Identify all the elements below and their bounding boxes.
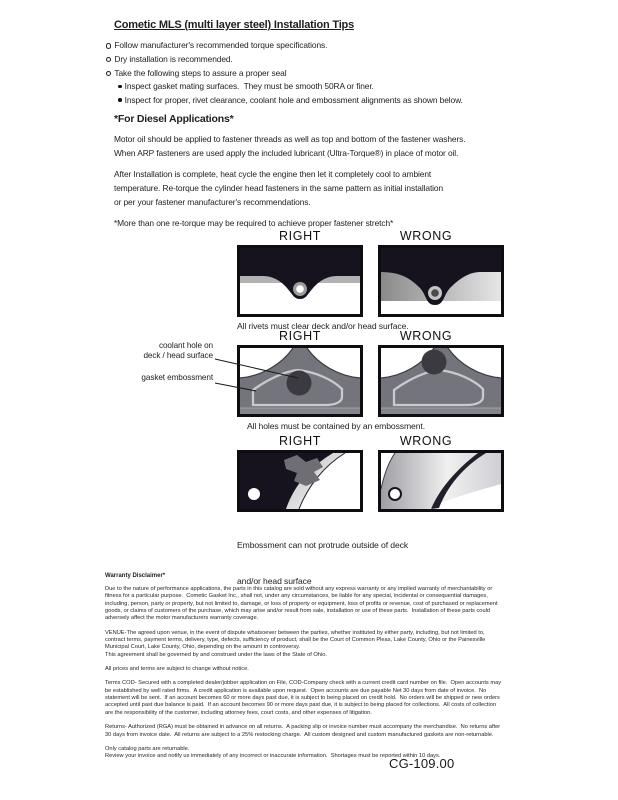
list-item — [106, 80, 463, 94]
rivet-wrong-image — [378, 245, 504, 317]
right-label: RIGHT — [279, 229, 321, 243]
list-item — [106, 67, 463, 81]
installation-tips-list — [106, 39, 463, 108]
paragraph — [114, 132, 465, 160]
diagram-images — [237, 329, 504, 417]
embossment-wrong-drawing — [381, 348, 501, 414]
legal-heading: Warranty Disclaimer* — [105, 573, 166, 579]
legal-line: statement will be sent. If an account becomes 60 or more days past due, it is subject to being placed on credit hold. No orders will be shipped or new orders — [105, 695, 500, 702]
warranty-disclaimer-section — [105, 573, 501, 768]
paragraph-line: Motor oil should be applied to fastener threads as well as top and bottom of the fastener washers. — [114, 134, 466, 144]
legal-line: Terms COD- Secured with a completed dealer/jobber application on File, COD-Company check with a current credit card number on file. Open accounts may — [105, 680, 502, 687]
rivet-wrong-drawing — [381, 248, 501, 314]
diagram-set-rivet-clearance — [237, 229, 504, 332]
rivet-right-image — [237, 245, 363, 317]
diagram-headers — [237, 329, 504, 343]
caption-line: Embossment can not protrude outside of deck — [237, 540, 409, 550]
protrusion-right-drawing — [240, 453, 360, 509]
paragraph-line: After Installation is complete, heat cycle the engine then let it completely cool to ambient — [114, 169, 432, 179]
paragraph-line: When ARP fasteners are used apply the included lubricant (Ultra-Torque®) in place of motor oil. — [114, 148, 459, 158]
list-item-text: Take the following steps to assure a proper seal — [114, 67, 287, 78]
bullet-icon — [118, 98, 122, 102]
legal-paragraph — [105, 724, 501, 739]
list-item-text: Follow manufacturer's recommended torque specifications. — [114, 40, 328, 50]
coolant-hole-label: deck / head surface — [143, 351, 213, 360]
wrong-label: WRONG — [399, 434, 453, 448]
diagram-headers — [237, 229, 504, 243]
caption-line: and/or head surface — [237, 576, 312, 586]
legal-line: Municipal Court, Lake County, Ohio, depending on the amount in controversy. — [105, 644, 301, 651]
legal-paragraph — [105, 586, 501, 623]
diagram-set-embossment-containment — [105, 329, 525, 435]
legal-line: accepted until past due balance is paid. If an account becomes 90 or more days past due, it is subject to being placed for collections. All costs of collection — [105, 702, 497, 709]
legal-line: Returns- Authorized (RGA) must be obtained in advance on all returns. A packing slip or invoice number must accompany the merchandise. No returns after — [105, 724, 501, 731]
legal-line: VENUE-The agreed upon venue, in the event of dispute whatsoever between the parties, whether instituted by either party, including, but not limited to, — [105, 629, 485, 636]
embossment-right-drawing — [240, 348, 360, 414]
list-item-text: Inspect for proper, rivet clearance, coolant hole and embossment alignments as shown below. — [124, 95, 463, 106]
diagram-row — [237, 245, 504, 317]
legal-paragraph — [105, 630, 501, 659]
section-heading: *For Diesel Applications* — [114, 113, 234, 125]
list-item-text: Inspect gasket mating surfaces. They must be smooth 50RA or finer. — [124, 81, 374, 92]
legal-line: fitness for a particular purpose. Cometic Gasket Inc., shall not, under any circumstances, be liable for any special, incidental or consequential damages, — [105, 593, 488, 600]
bullet-icon — [118, 85, 122, 89]
gasket-embossment-label: gasket embossment — [141, 373, 213, 382]
page-title: Cometic MLS (multi layer steel) Installation Tips — [114, 19, 354, 31]
legal-line: 30 days from invoice date. All returns are subject to a 25% restocking charge. All custom designed and custom manufactured gaskets are non-returnable. — [105, 731, 494, 738]
legal-line: This agreement shall be governed by and construed under the laws of the State of Ohio. — [105, 651, 327, 658]
legal-line: Review your invoice and notify us immediately of any incorrect or inaccurate information. Shortages must be reported within 10 days. — [105, 753, 441, 760]
legal-line: All prices and terms are subject to change without notice. — [105, 666, 249, 673]
legal-line: including, person, party or property, but not limited to, damage, or loss of property or equipment, loss of profits or revenue, cost of purchased or replacement — [105, 600, 498, 607]
protrusion-wrong-image — [378, 450, 504, 512]
diagram-row — [237, 450, 504, 512]
right-label: RIGHT — [279, 329, 321, 343]
paragraph — [114, 167, 465, 209]
rivet-right-drawing — [240, 248, 360, 314]
legal-line: Due to the nature of performance applications, the parts in this catalog are sold without any express warranty or any implied warranty of merchantability or — [105, 586, 493, 592]
legal-line: adversely affect the motor manufacturers warranty coverage. — [105, 615, 259, 622]
diagram-headers — [237, 434, 504, 448]
list-item — [106, 53, 463, 67]
right-label: RIGHT — [279, 434, 321, 448]
legal-line: contract terms, payment terms, delivery, type, defects, sufficiency of product, shall be the Court of Common Pleas, Lake County, Ohio or the Painesville — [105, 637, 486, 644]
hollow-bullet-icon — [106, 71, 111, 76]
list-item — [106, 94, 463, 108]
hollow-bullet-icon — [106, 43, 111, 48]
hollow-bullet-icon — [106, 57, 111, 62]
paragraph-line: or per your fastener manufacturer's recommendations. — [114, 197, 311, 207]
legal-paragraph — [105, 666, 501, 673]
legal-line: goods, or claims of customers of the purchase, which may arise and/or result from sale, installation or use of these parts. Installation of these parts could — [105, 608, 491, 615]
wrong-label: WRONG — [399, 329, 453, 343]
diesel-applications-section — [114, 113, 465, 230]
list-item — [106, 39, 463, 53]
legal-line: be established by well rated firms. A credit application is available upon request. Open accounts are due payable Net 30 days from date of invoice. No — [105, 687, 487, 694]
paragraph-line: temperature. Re-torque the cylinder head fasteners in the same pattern as initial installation — [114, 183, 444, 193]
diagram-row — [237, 345, 504, 417]
legal-line: are the responsibility of the customer, including attorney fees, court costs, and other expenses of litigation. — [105, 709, 372, 716]
retorque-note: *More than one re-torque may be required to achieve proper fastener stretch* — [114, 218, 394, 228]
part-number: CG-109.00 — [389, 756, 455, 771]
diagram-caption: All holes must be contained by an embossment. — [247, 421, 425, 431]
protrusion-wrong-drawing — [381, 453, 501, 509]
diagram-caption: All rivets must clear deck and/or head surface. — [237, 321, 409, 331]
legal-paragraph — [105, 680, 501, 717]
legal-line: Only catalog parts are returnable. — [105, 745, 190, 752]
protrusion-right-image — [237, 450, 363, 512]
list-item-text: Dry installation is recommended. — [114, 53, 233, 64]
wrong-label: WRONG — [399, 229, 453, 243]
embossment-wrong-image — [378, 345, 504, 417]
embossment-right-image — [237, 345, 363, 417]
coolant-hole-label: coolant hole on — [158, 341, 213, 350]
